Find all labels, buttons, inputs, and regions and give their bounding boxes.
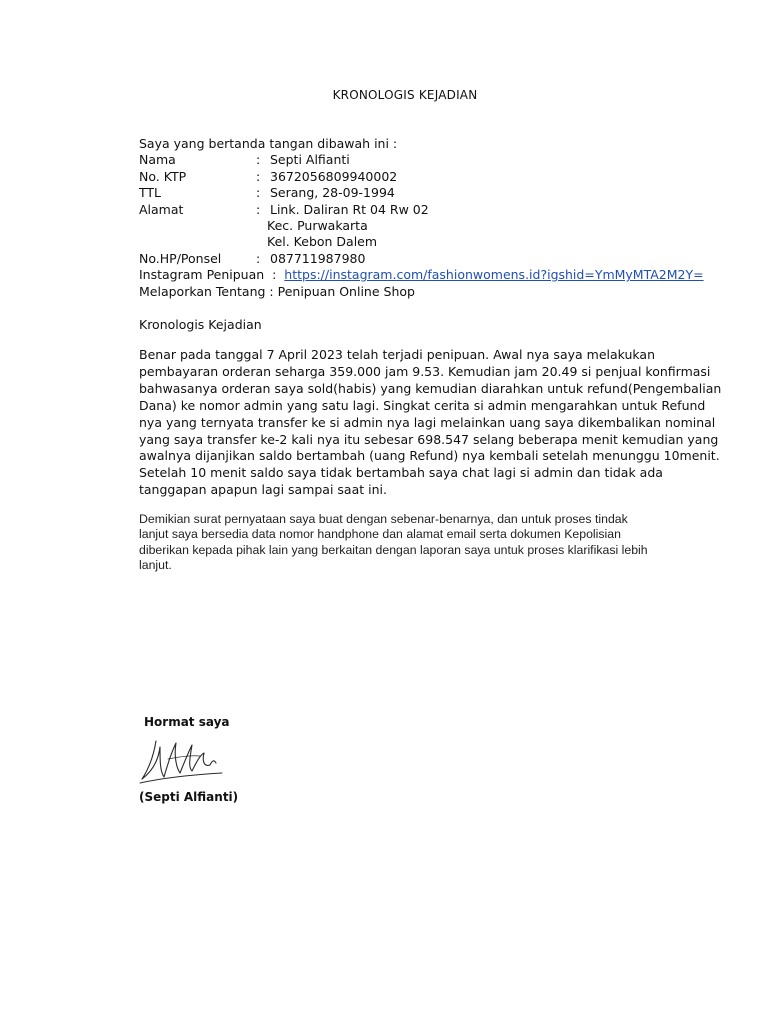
name-label: Nama (139, 152, 176, 168)
closing-paragraph (139, 512, 648, 574)
ktp-colon: : (256, 168, 261, 184)
report-value: Penipuan Online Shop (277, 283, 415, 299)
ttl-label: TTL (139, 185, 162, 201)
document-title: KRONOLOGIS KEJADIAN (332, 88, 478, 102)
handwritten-signature (138, 733, 228, 788)
name-row (139, 152, 704, 168)
address-colon: : (256, 201, 261, 217)
signer-name: (Septi Alfianti) (139, 790, 239, 804)
story-line: nya yang ternyata transfer ke si admin nya lagi melainkan uang saya dikembalikan nominal (139, 414, 716, 430)
story-line: Dana) ke nomor admin yang satu lagi. Singkat cerita si admin mengarahkan untuk Refund (139, 397, 706, 413)
report-label: Melaporkan Tentang (139, 283, 266, 299)
chronology-paragraph (139, 347, 722, 499)
instagram-link[interactable]: https://instagram.com/fashionwomens.id?igshid=YmMyMTA2M2Y= (284, 267, 704, 283)
instagram-row (139, 267, 704, 283)
phone-label: No.HP/Ponsel (139, 250, 222, 266)
report-colon: : (265, 283, 278, 299)
story-line: tanggapan apapun lagi sampai saat ini. (139, 482, 387, 498)
ktp-value: 3672056809940002 (270, 168, 398, 184)
story-line: awalnya dijanjikan saldo bertambah (uang Refund) nya kembali setelah menunggu 10menit. (139, 448, 720, 464)
phone-row (139, 251, 704, 267)
intro-line (139, 136, 704, 152)
ktp-row (139, 169, 704, 185)
address-line-1: Link. Daliran Rt 04 Rw 02 (270, 201, 429, 217)
closing-line: lanjut. (139, 558, 172, 573)
ttl-value: Serang, 28-09-1994 (270, 185, 395, 201)
intro-text: Saya yang bertanda tangan dibawah ini : (139, 136, 398, 151)
closing-line: Demikian surat pernyataan saya buat dengan sebenar-benarnya, dan untuk proses tindak (139, 512, 628, 526)
report-row (139, 284, 704, 300)
name-colon: : (256, 152, 261, 168)
address-continuation-2 (139, 234, 704, 250)
ttl-row (139, 185, 704, 201)
instagram-label: Instagram Penipuan (139, 267, 265, 283)
closing-line: lanjut saya bersedia data nomor handphone dan alamat email serta dokumen Kepolisian (139, 527, 621, 542)
regards-text: Hormat saya (144, 715, 230, 729)
address-label: Alamat (139, 201, 184, 217)
story-line: pembayaran orderan seharga 359.000 jam 9.53. Kemudian jam 20.49 si penjual konfirmasi (139, 363, 711, 379)
address-line-3: Kel. Kebon Dalem (267, 234, 378, 250)
story-line: bahwasanya orderan saya sold(habis) yang kemudian diarahkan untuk refund(Pengembalian (139, 380, 722, 396)
phone-value: 087711987980 (270, 250, 366, 266)
identity-block (139, 136, 704, 300)
story-line: Setelah 10 menit saldo saya tidak bertambah saya chat lagi si admin dan tidak ada (139, 465, 663, 481)
phone-colon: : (256, 250, 261, 266)
address-line-2: Kec. Purwakarta (267, 218, 368, 234)
ktp-label: No. KTP (139, 168, 187, 184)
address-continuation-1 (139, 218, 704, 234)
story-line: yang saya transfer ke-2 kali nya itu sebesar 698.547 selang beberapa menit kemudian yang (139, 431, 719, 447)
ttl-colon: : (256, 185, 261, 201)
story-line: Benar pada tanggal 7 April 2023 telah terjadi penipuan. Awal nya saya melakukan (139, 347, 656, 362)
instagram-colon: : (264, 267, 285, 283)
section-heading: Kronologis Kejadian (139, 317, 262, 332)
name-value: Septi Alfianti (270, 152, 350, 168)
closing-line: diberikan kepada pihak lain yang berkaitan dengan laporan saya untuk proses klarifikasi lebih (139, 542, 648, 557)
address-row (139, 202, 704, 218)
